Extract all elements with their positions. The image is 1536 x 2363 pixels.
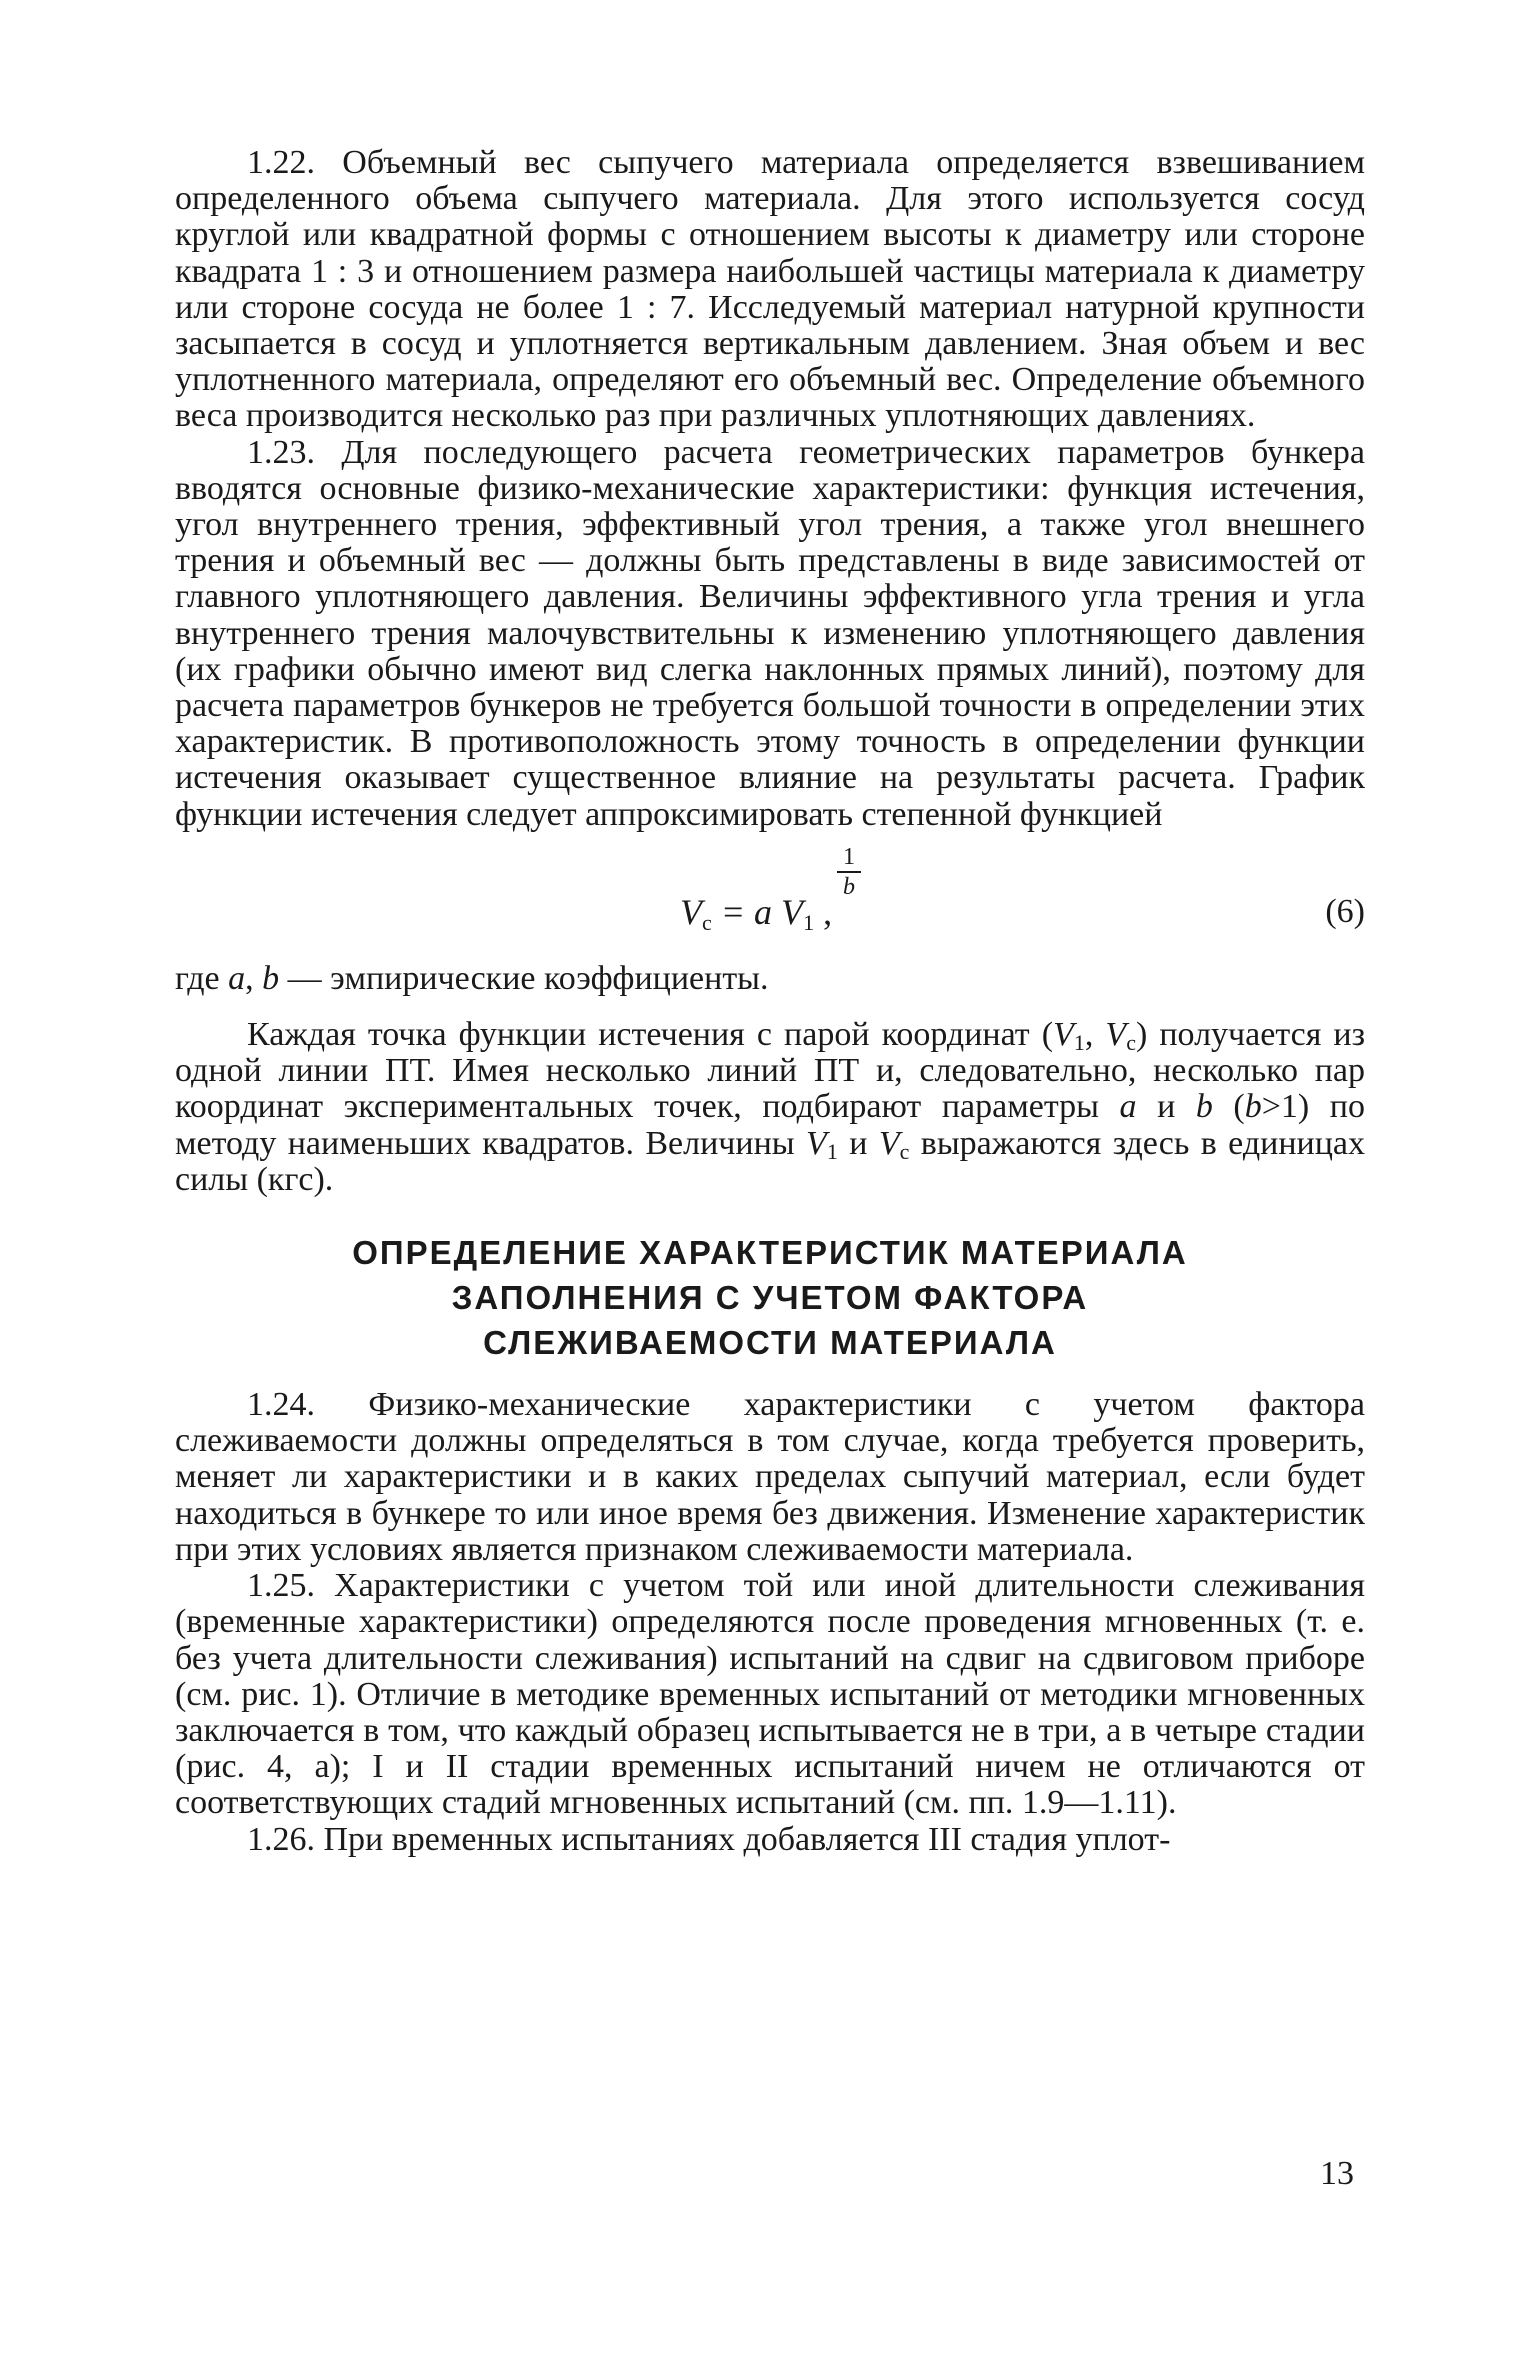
page-number: 13 xyxy=(1320,2155,1354,2192)
formula-6 xyxy=(175,843,1365,961)
document-page xyxy=(175,145,1365,1858)
section-heading xyxy=(175,1230,1365,1365)
paragraph-each-point: Каждая точка функции истечения с парой координат ($V_1$, $V_c$) получается из одной линии ПТ. Имея несколько линий ПТ и, следовательно, несколько пар координат экспериментальных точек, подбирают параметры a и b (b>1) по методу наименьших квадратов. Величины $V_1$ и $V_c$ выражаются здесь в единицах силы (кгс). xyxy=(175,1016,1366,1198)
paragraph-coefficients: где a, b — эмпирические коэффициенты. xyxy=(175,959,769,997)
paragraph-1-25: 1.25. Характеристики с учетом той или иной длительности слеживания (временные характеристики) определяются после проведения мгновенных (т. е. без учета длительности слеживания) испытаний на сдвиг на сдвиговом приборе (см. рис. 1). Отличие в методике временных испытаний от методики мгновенных заключается в том, что каждый образец испытывается не в три, а в четыре стадии (рис. 4, а); I и II стадии временных испытаний ничем не отличаются от соответствующих стадий мгновенных испытаний (см. пп. 1.9—1.11). xyxy=(175,1567,1365,1822)
heading-line-1: ОПРЕДЕЛЕНИЕ ХАРАКТЕРИСТИК МАТЕРИАЛА xyxy=(352,1234,1188,1272)
formula-exponent: 1 b xyxy=(837,845,861,899)
heading-line-2: ЗАПОЛНЕНИЯ С УЧЕТОМ ФАКТОРА xyxy=(451,1279,1089,1317)
heading-line-3: СЛЕЖИВАЕМОСТИ МАТЕРИАЛА xyxy=(483,1324,1057,1362)
paragraph-1-26: 1.26. При временных испытаниях добавляется III стадия уплот- xyxy=(247,1820,1171,1858)
paragraph-1-22: 1.22. Объемный вес сыпучего материала определяется взвешиванием определенного объема сыпучего материала. Для этого используется сосуд круглой или квадратной формы с отношением высоты к диаметру или стороне квадрата 1 : 3 и отношением размера наибольшей частицы материала к диаметру или стороне сосуда не более 1 : 7. Исследуемый материал натурной крупности засыпается в сосуд и уплотняется вертикальным давлением. Зная объем и вес уплотненного материала, определяют его объемный вес. Определение объемного веса производится несколько раз при различных уплотняющих давлениях. xyxy=(175,144,1365,435)
paragraph-1-24: 1.24. Физико-механические характеристики с учетом фактора слеживаемости должны определяться в том случае, когда требуется проверить, меняет ли характеристики и в каких пределах сыпучий материал, если будет находиться в бункере то или иное время без движения. Изменение характеристик при этих условиях является признаком слеживаемости материала. xyxy=(175,1386,1365,1568)
paragraph-1-23: 1.23. Для последующего расчета геометрических параметров бункера вводятся основные физико-механические характеристики: функция истечения, угол внутреннего трения, эффективный угол трения, а также угол внешнего трения и объемный вес — должны быть представлены в виде зависимостей от главного уплотняющего давления. Величины эффективного угла трения и угла внутреннего трения малочувствительны к изменению уплотняющего давления (их графики обычно имеют вид слегка наклонных прямых линий), поэтому для расчета параметров бункеров не требуется большой точности в определении этих характеристик. В противоположность этому точность в определении функции истечения оказывает существенное влияние на результаты расчета. График функции истечения следует аппроксимировать степенной функцией xyxy=(175,433,1365,833)
formula-expression: $V_c = a$ $V_1$ , xyxy=(680,891,833,935)
equation-number: (6) xyxy=(1325,892,1365,930)
